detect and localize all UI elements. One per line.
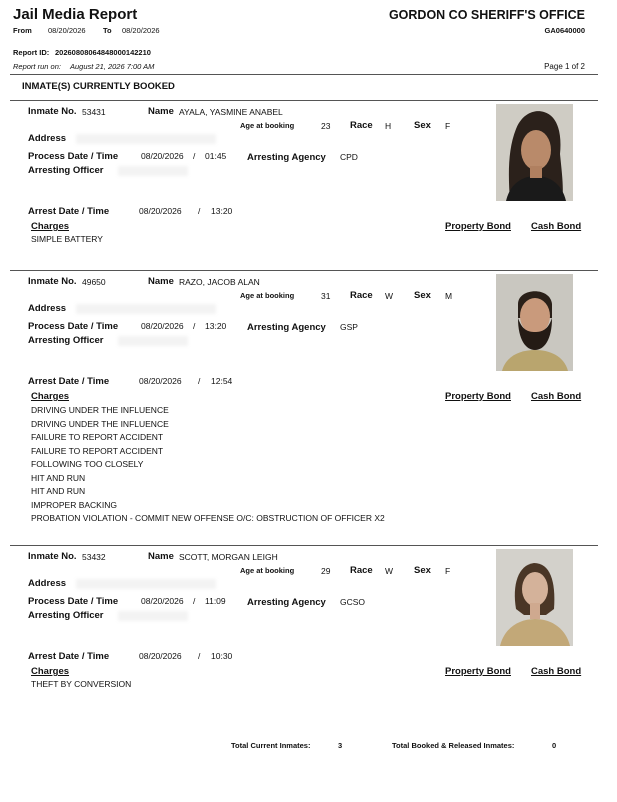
age-value: 29 [321, 566, 331, 576]
process-label: Process Date / Time [28, 151, 119, 162]
address-redacted [76, 579, 216, 589]
charge-item: FOLLOWING TOO CLOSELY [31, 459, 144, 469]
officer-label: Arresting Officer [28, 165, 104, 176]
record-divider [10, 545, 598, 546]
cash-bond-label: Cash Bond [531, 666, 582, 677]
race-value: H [385, 121, 392, 131]
inmate-name: SCOTT, MORGAN LEIGH [179, 552, 278, 562]
process-date: 08/20/2026 [141, 151, 184, 161]
charge-item: PROBATION VIOLATION - COMMIT NEW OFFENSE O/C: OBSTRUCTION OF OFFICER X2 [31, 513, 385, 523]
charges-label: Charges [31, 391, 70, 402]
report-id: 20260808064848000142210 [55, 48, 151, 57]
process-date: 08/20/2026 [141, 321, 184, 331]
inmate-no: 53432 [82, 552, 106, 562]
charge-item: DRIVING UNDER THE INFLUENCE [31, 405, 169, 415]
sex-value: F [445, 566, 451, 576]
arrest-date: 08/20/2026 [139, 206, 182, 216]
process-label: Process Date / Time [28, 596, 119, 607]
inmate-no: 49650 [82, 277, 106, 287]
age-value: 31 [321, 291, 331, 301]
process-label: Process Date / Time [28, 321, 119, 332]
address-redacted [76, 304, 216, 314]
agency-value: CPD [340, 152, 358, 162]
arrest-label: Arrest Date / Time [28, 651, 110, 662]
address-label: Address [28, 303, 67, 314]
charges-label: Charges [31, 221, 70, 232]
arrest-sep: / [198, 206, 201, 216]
age-label: Age at booking [240, 566, 295, 575]
total-current-value: 3 [338, 741, 343, 750]
age-label: Age at booking [240, 121, 295, 130]
sex-label: Sex [414, 120, 431, 131]
age-label: Age at booking [240, 291, 295, 300]
arrest-label: Arrest Date / Time [28, 376, 110, 387]
mugshot-photo [496, 274, 573, 371]
charge-item: IMPROPER BACKING [31, 499, 117, 510]
address-label: Address [28, 133, 67, 144]
address-label: Address [28, 578, 67, 589]
officer-redacted [118, 166, 188, 176]
run-on-label: Report run on: [13, 62, 61, 71]
race-value: W [385, 566, 394, 576]
agency-label: Arresting Agency [247, 597, 326, 608]
name-label: Name [148, 106, 174, 117]
cash-bond-label: Cash Bond [531, 391, 582, 402]
mugshot-photo [496, 549, 573, 646]
property-bond-label: Property Bond [445, 391, 511, 402]
charges-label: Charges [31, 666, 70, 677]
agency-value: GCSO [340, 597, 366, 607]
section-title: INMATE(S) CURRENTLY BOOKED [22, 81, 175, 92]
total-booked-released-label: Total Booked & Released Inmates: [392, 741, 515, 750]
arrest-sep: / [198, 376, 201, 386]
race-value: W [385, 291, 394, 301]
agency-label: Arresting Agency [247, 152, 326, 163]
charge-item: FAILURE TO REPORT ACCIDENT [31, 432, 164, 442]
race-label: Race [350, 565, 373, 576]
from-date: 08/20/2026 [48, 26, 86, 35]
arrest-time: 10:30 [211, 651, 233, 661]
total-current-label: Total Current Inmates: [231, 741, 311, 750]
officer-redacted [118, 336, 188, 346]
officer-redacted [118, 611, 188, 621]
report-id-label: Report ID: [13, 48, 50, 57]
process-sep: / [193, 596, 196, 606]
office-code: GA0640000 [544, 26, 585, 35]
charge-item: DRIVING UNDER THE INFLUENCE [31, 418, 169, 429]
race-label: Race [350, 290, 373, 301]
charge-item: FAILURE TO REPORT ACCIDENT [31, 445, 164, 456]
record-divider [10, 270, 598, 271]
arrest-sep: / [198, 651, 201, 661]
sex-value: M [445, 291, 453, 301]
office-name: GORDON CO SHERIFF'S OFFICE [388, 8, 585, 22]
process-date: 08/20/2026 [141, 596, 184, 606]
run-on-date: August 21, 2026 7:00 AM [70, 62, 155, 71]
arrest-date: 08/20/2026 [139, 651, 182, 661]
arrest-time: 12:54 [211, 376, 233, 386]
total-booked-released-value: 0 [552, 741, 557, 750]
inmate-name: AYALA, YASMINE ANABEL [179, 107, 283, 117]
inmate-name: RAZO, JACOB ALAN [179, 277, 260, 287]
sex-value: F [445, 121, 451, 131]
inmate-no-label: Inmate No. [28, 106, 77, 117]
arrest-label: Arrest Date / Time [28, 206, 110, 217]
charges-list [31, 404, 385, 526]
charge-item: HIT AND RUN [31, 472, 86, 483]
sex-label: Sex [414, 290, 431, 301]
page-number: Page 1 of 2 [544, 62, 585, 71]
process-time: 01:45 [205, 151, 227, 161]
to-date: 08/20/2026 [122, 26, 160, 35]
to-label: To [103, 26, 112, 35]
cash-bond-label: Cash Bond [531, 221, 582, 232]
name-label: Name [148, 551, 174, 562]
charge-item: HIT AND RUN [31, 486, 86, 496]
property-bond-label: Property Bond [445, 666, 511, 677]
agency-label: Arresting Agency [247, 322, 326, 333]
property-bond-label: Property Bond [445, 221, 511, 232]
section-divider [10, 100, 598, 101]
name-label: Name [148, 276, 174, 287]
charge-item: SIMPLE BATTERY [31, 234, 103, 244]
process-sep: / [193, 151, 196, 161]
officer-label: Arresting Officer [28, 610, 104, 621]
charge-item: THEFT BY CONVERSION [31, 679, 132, 689]
agency-value: GSP [340, 322, 358, 332]
inmate-no: 53431 [82, 107, 106, 117]
officer-label: Arresting Officer [28, 335, 104, 346]
header-divider [10, 74, 598, 75]
inmate-no-label: Inmate No. [28, 551, 77, 562]
arrest-date: 08/20/2026 [139, 376, 182, 386]
process-time: 11:09 [205, 596, 226, 606]
process-sep: / [193, 321, 196, 331]
sex-label: Sex [414, 565, 431, 576]
from-label: From [13, 26, 32, 35]
mugshot-photo [496, 104, 573, 201]
address-redacted [76, 134, 216, 144]
race-label: Race [350, 120, 373, 131]
report-title: Jail Media Report [13, 6, 138, 23]
inmate-no-label: Inmate No. [28, 276, 77, 287]
arrest-time: 13:20 [211, 206, 233, 216]
age-value: 23 [321, 121, 331, 131]
process-time: 13:20 [205, 321, 227, 331]
